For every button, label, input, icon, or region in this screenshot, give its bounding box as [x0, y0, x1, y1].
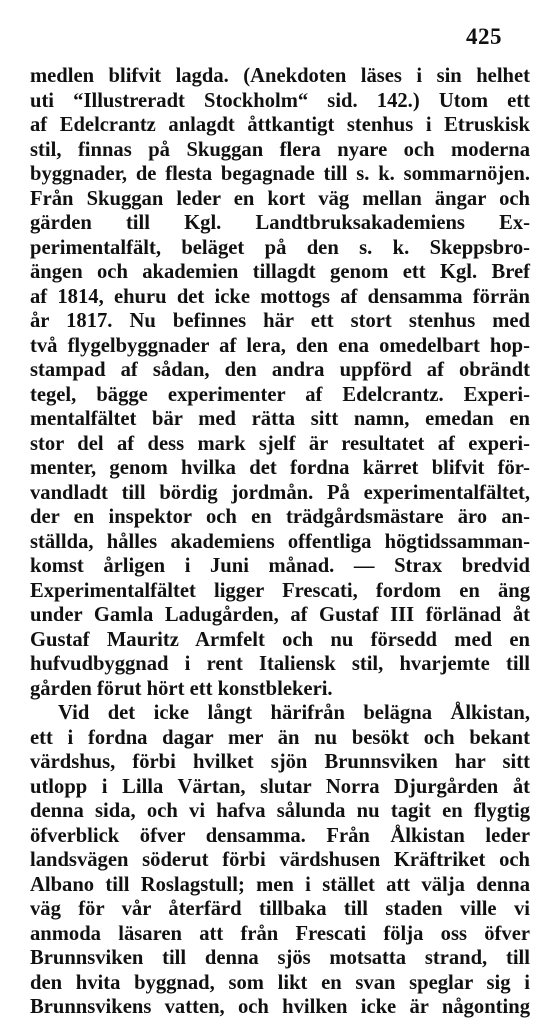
- text-line: väg för vår återfärd tillbaka till staden ville vi: [30, 898, 530, 920]
- text-line: anmoda läsaren att från Frescati följa oss öfver: [30, 922, 530, 945]
- text-line: gärden till Kgl. Landtbruksakademiens Ex-: [30, 212, 530, 234]
- text-line: uti “Illustreradt Stockholm“ sid. 142.) Utom ett: [30, 89, 530, 112]
- text-line: under Gamla Ladugården, af Gustaf III förlänad åt: [30, 604, 530, 626]
- text-line: Från Skuggan leder en kort väg mellan ängar och: [30, 187, 530, 210]
- text-line: Experimentalfältet ligger Frescati, fordom en äng: [30, 579, 530, 602]
- text-line: stil, finnas på Skuggan flera nyare och moderna: [30, 138, 530, 161]
- text-line: menter, genom hvilka det fordna kärret blifvit för-: [30, 457, 530, 479]
- page-number: 425: [466, 24, 502, 49]
- body-text: [30, 64, 530, 1020]
- text-line: Brunnsvikens vatten, och hvilken icke är någonting: [30, 996, 530, 1018]
- paragraph-end-line: gården förut hört ett konstblekeri.: [30, 677, 333, 700]
- text-line: hufvudbyggnad i rent Italiensk stil, hvarjemte till: [30, 653, 530, 675]
- text-line: ställda, hålles akademiens offentliga högtidssamman-: [30, 530, 530, 553]
- text-line: af 1814, ehuru det icke mottogs af densamma förrän: [30, 285, 530, 308]
- text-line: Gustaf Mauritz Armfelt och nu försedd med en: [30, 628, 530, 651]
- text-line: byggnader, de flesta begagnade till s. k. sommarnöjen.: [30, 163, 530, 185]
- text-line: vandladt till bördig jordmån. På experimentalfältet,: [30, 481, 530, 504]
- text-line: af Edelcrantz anlagdt åttkantigt stenhus i Etruskisk: [30, 114, 530, 136]
- text-line: öfverblick öfver densamma. Från Ålkistan leder: [30, 824, 530, 847]
- text-line: Brunnsviken till denna sjös motsatta strand, till: [30, 947, 530, 969]
- text-line: medlen blifvit lagda. (Anekdoten läses i sin helhet: [30, 65, 530, 87]
- text-line: perimentalfält, beläget på den s. k. Skeppsbro-: [30, 236, 530, 259]
- text-line: komst årligen i Juni månad. — Strax bredvid: [30, 555, 530, 577]
- text-line: stampad af sådan, den andra uppförd af obrändt: [30, 359, 530, 381]
- text-line: mentalfältet bär med rätta sitt namn, emedan en: [30, 408, 530, 430]
- text-line: Albano till Roslagstull; men i stället att välja denna: [30, 873, 530, 896]
- text-line: landsvägen söderut förbi värdshusen Kräftriket och: [30, 849, 530, 871]
- text-line: värdshus, förbi hvilket sjön Brunnsviken har sitt: [30, 751, 530, 773]
- text-line: tegel, bägge experimenter af Edelcrantz. Experi-: [30, 383, 530, 406]
- text-line: ett i fordna dagar mer än nu besökt och bekant: [30, 726, 530, 749]
- text-line: den hvita byggnad, som likt en svan speglar sig i: [30, 971, 530, 994]
- text-line: utlopp i Lilla Värtan, slutar Norra Djurgården åt: [30, 775, 530, 798]
- text-line: denna sida, och vi hafva sålunda nu tagit en flygtig: [30, 800, 530, 822]
- text-line: två flygelbyggnader af lera, den ena omedelbart hop-: [30, 334, 530, 357]
- text-line: ängen och akademien tillagdt genom ett Kgl. Bref: [30, 261, 530, 283]
- paragraph-start-line: Vid det icke långt härifrån belägna Ålkistan,: [58, 702, 530, 724]
- text-line: år 1817. Nu befinnes här ett stort stenhus med: [30, 310, 530, 332]
- text-line: stor del af dess mark sjelf är resultatet af experi-: [30, 432, 530, 455]
- text-line: der en inspektor och en trädgårdsmästare äro an-: [30, 506, 530, 528]
